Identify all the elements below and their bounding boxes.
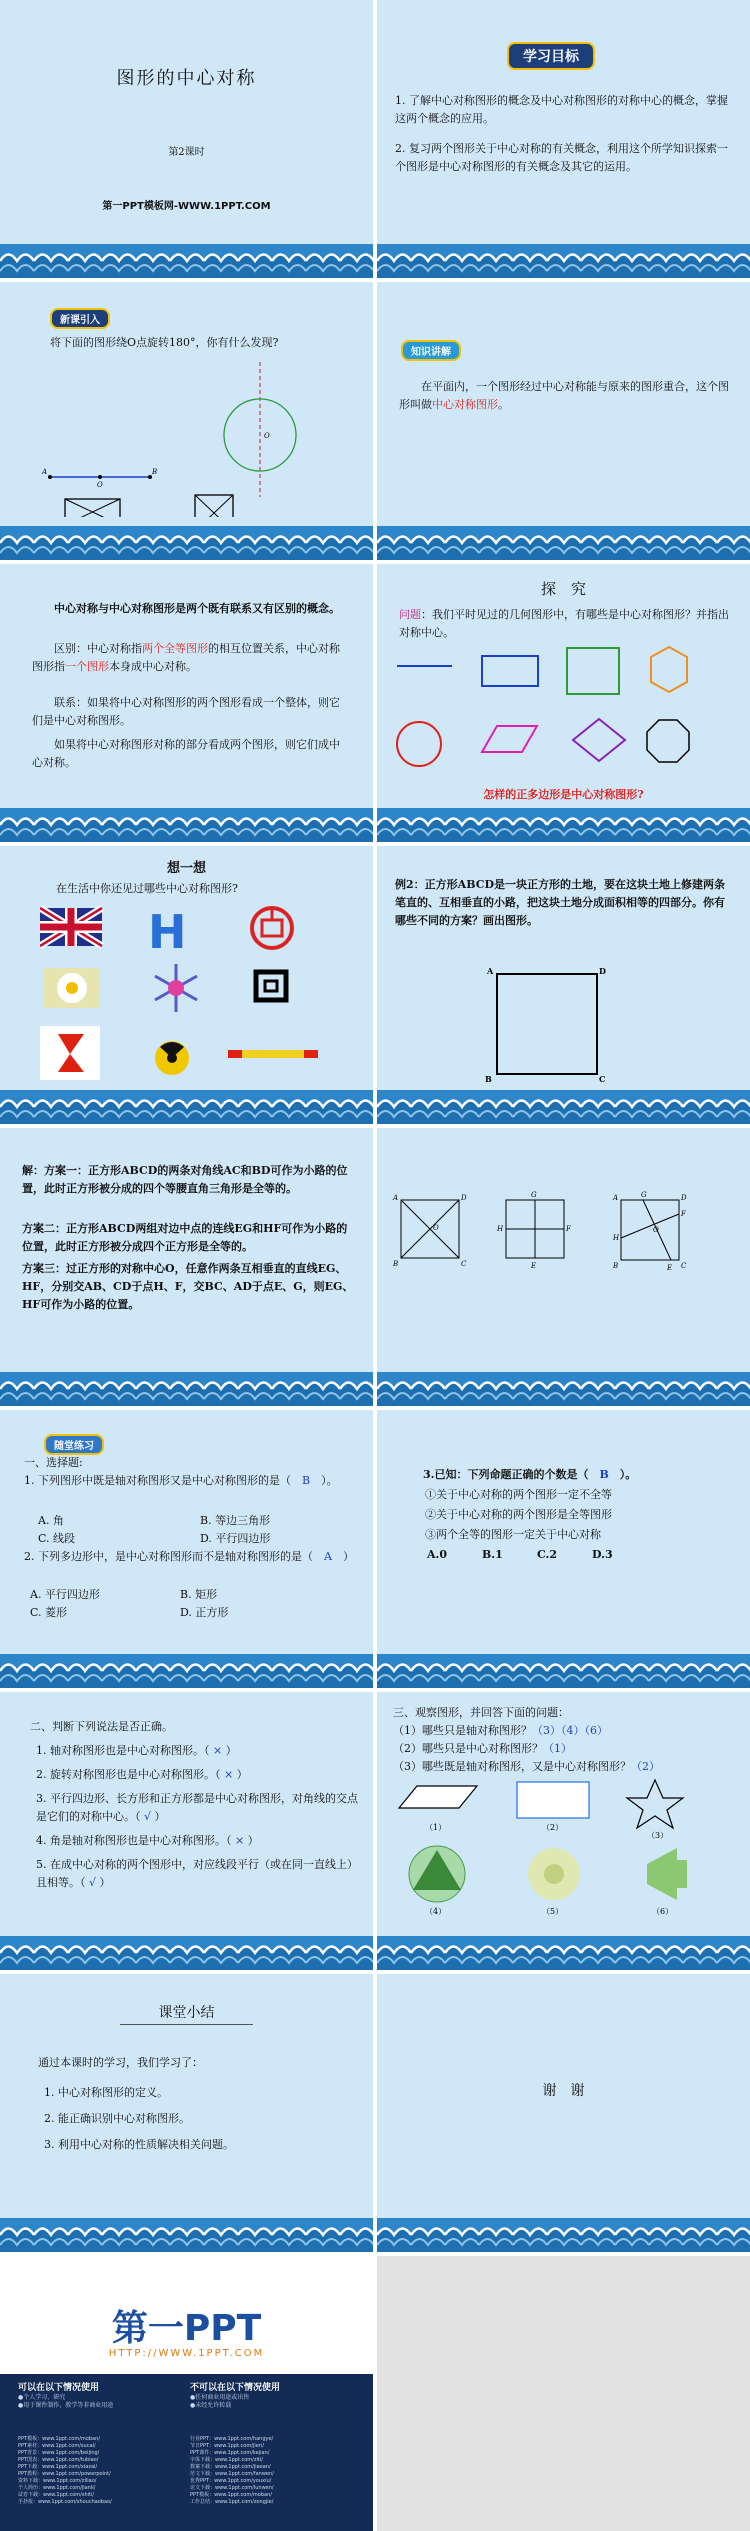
slide-title — [0, 0, 373, 278]
union-jack-icon — [40, 908, 102, 946]
judgement-5: 5. 在成中心对称的两个图形中，对应线段平行（或在同一直线上）且相等。（ √ ） — [36, 1858, 358, 1889]
flower-icon — [44, 968, 100, 1008]
slide-judgement — [0, 1692, 373, 1970]
wave-footer — [377, 1654, 750, 1688]
thanks-text: 谢 谢 — [542, 2083, 585, 2099]
slide-thanks — [377, 1974, 750, 2252]
svg-text:（4）: （4） — [425, 1907, 447, 1916]
exercise-heading: 一、选择题: — [24, 1456, 83, 1469]
usage-terms — [0, 2374, 373, 2531]
wave-footer — [377, 526, 750, 560]
svg-text:G: G — [641, 1191, 647, 1199]
brand-logo: 第一PPT — [111, 2308, 262, 2349]
solution-2: 方案二：正方形ABCD两组对边中点的连线EG和HF可作为小路的位置，此时正方形被分成四个正方形是全等的。 — [22, 1222, 348, 1253]
think-title: 想一想 — [166, 861, 206, 876]
q1-option-a: A. 角 — [38, 1514, 64, 1527]
intro-question: 将下面的图形绕O点旋转180°，你有什么发现? — [50, 336, 279, 349]
suzuki-logo-icon — [40, 1026, 100, 1080]
solution-diagrams — [391, 1188, 741, 1308]
option-d: D.3 — [592, 1548, 613, 1561]
concept-intro: 中心对称与中心对称图形是两个既有联系又有区别的概念。 — [54, 602, 340, 615]
svg-text:H: H — [613, 1234, 620, 1242]
slide-objectives — [377, 0, 750, 278]
question-3: 3.已知：下列命题正确的个数是（ B ）。 — [423, 1468, 637, 1481]
wave-footer — [377, 1372, 750, 1406]
knowledge-tag: 知识讲解 — [401, 340, 461, 361]
slide-explore — [377, 564, 750, 842]
svg-text:H: H — [148, 906, 187, 959]
definition-text: 在平面内，一个图形经过中心对称能与原来的图形重合，这个图形叫做中心对称图形。 — [399, 380, 729, 411]
svg-text:B: B — [393, 1260, 399, 1268]
summary-divider — [120, 2024, 253, 2025]
svg-text:（5）: （5） — [542, 1907, 564, 1916]
summary-item-1: 1. 中心对称图形的定义。 — [44, 2086, 168, 2099]
polygon-question: 怎样的正多边形是中心对称图形? — [483, 788, 644, 801]
example2-text: 例2：正方形ABCD是一块正方形的土地，要在这块土地上修建两条笔直的、互相垂直的小路，把这块土地分成面积相等的四部分。你有哪些不同的方案？画出图形。 — [395, 878, 725, 927]
svg-text:C: C — [599, 1074, 606, 1084]
svg-text:O: O — [264, 432, 270, 440]
slide-summary — [0, 1974, 373, 2252]
observe-shapes — [387, 1778, 747, 1938]
question-1: 1. 下列图形中既是轴对称图形又是中心对称图形的是（ B ）。 — [24, 1474, 338, 1487]
svg-text:（2）: （2） — [542, 1823, 564, 1832]
slide-solution — [0, 1128, 373, 1406]
observe-q2: （2）哪些只是中心对称图形？（1） — [393, 1742, 572, 1755]
question-2: 2. 下列多边形中，是中心对称图形而不是轴对称图形的是（ A ） — [24, 1550, 354, 1563]
wave-footer — [0, 1090, 373, 1124]
think-question: 在生活中你还见过哪些中心对称图形? — [56, 882, 238, 895]
brand-url[interactable]: HTTP://WWW.1PPT.COM — [108, 2348, 265, 2359]
wave-footer — [0, 808, 373, 842]
option-a: A.0 — [427, 1548, 448, 1561]
intro-figures — [20, 357, 360, 517]
wave-footer — [377, 2218, 750, 2252]
summary-item-2: 2. 能正确识别中心对称图形。 — [44, 2112, 190, 2125]
svg-text:E: E — [531, 1262, 537, 1270]
svg-text:A: A — [613, 1194, 619, 1202]
judgement-heading: 二、判断下列说法是否正确。 — [30, 1720, 173, 1733]
svg-text:F: F — [681, 1210, 686, 1218]
brand-panel — [0, 2256, 373, 2531]
q2-option-d: D. 正方形 — [180, 1606, 229, 1619]
connection-text: 联系：如果将中心对称图形的两个图形看成一个整体，则它们是中心对称图形。 — [32, 696, 340, 727]
objectives-tag: 学习目标 — [507, 42, 595, 70]
judgement-4: 4. 角是轴对称图形也是中心对称图形。（ × ） — [36, 1834, 259, 1847]
explore-title: 探 究 — [540, 580, 586, 598]
summary-intro: 通过本课时的学习，我们学习了： — [38, 2056, 203, 2069]
svg-text:（1）: （1） — [425, 1823, 447, 1832]
svg-text:B: B — [485, 1074, 492, 1084]
q1-option-d: D. 平行四边形 — [200, 1532, 271, 1545]
svg-text:F: F — [566, 1225, 571, 1233]
wave-footer — [377, 1936, 750, 1970]
wave-footer — [377, 244, 750, 278]
slide-solution-figures — [377, 1128, 750, 1406]
svg-text:C: C — [681, 1262, 687, 1270]
difference-text: 区别：中心对称指两个全等图形的相互位置关系，中心对称图形指一个图形本身成中心对称。 — [32, 642, 340, 673]
slide-think — [0, 846, 373, 1124]
q1-option-c: C. 线段 — [38, 1532, 76, 1545]
intro-tag: 新课引入 — [50, 308, 110, 329]
svg-text:A: A — [393, 1194, 399, 1202]
slide-knowledge — [377, 282, 750, 560]
judgement-2: 2. 旋转对称图形也是中心对称图形。（ × ） — [36, 1768, 248, 1781]
lesson-number: 第2课时 — [168, 147, 205, 158]
summary-item-3: 3. 利用中心对称的性质解决相关问题。 — [44, 2138, 234, 2151]
svg-text:C: C — [461, 1260, 467, 1268]
slide-example2 — [377, 846, 750, 1124]
observe-q3: （3）哪些既是轴对称图形，又是中心对称图形？（2） — [393, 1760, 660, 1773]
q2-option-a: A. 平行四边形 — [30, 1588, 100, 1601]
proposition-3: ③两个全等的图形一定关于中心对称 — [425, 1528, 601, 1541]
label-a: A — [42, 468, 48, 476]
svg-text:（6）: （6） — [652, 1907, 674, 1916]
svg-text:E: E — [667, 1264, 673, 1272]
wave-footer — [0, 1654, 373, 1688]
svg-text:B: B — [613, 1262, 619, 1270]
observe-q1: （1）哪些只是轴对称图形？（3）（4）（6） — [393, 1724, 608, 1737]
wave-footer — [377, 1090, 750, 1124]
slide-observe — [377, 1692, 750, 1970]
summary-title: 课堂小结 — [158, 2005, 215, 2021]
proposition-1: ①关于中心对称的两个图形一定不全等 — [425, 1488, 612, 1501]
svg-text:O: O — [653, 1226, 659, 1234]
bar-icon — [228, 1050, 318, 1058]
label-o: O — [97, 481, 103, 489]
shape-gallery — [387, 644, 747, 774]
judgement-1: 1. 轴对称图形也是中心对称图形。（ × ） — [36, 1744, 237, 1757]
observe-heading: 三、观察图形，并回答下面的问题： — [393, 1706, 569, 1719]
label-b: B — [152, 468, 158, 476]
allowed-heading: 可以在以下情况使用 — [18, 2383, 100, 2393]
judgement-3: 3. 平行四边形、长方形和正方形都是中心对称图形，对角线的交点是它们的对称中心。（ √ ） — [36, 1792, 358, 1823]
symbol-gallery — [40, 906, 340, 1086]
option-b: B.1 — [482, 1548, 503, 1561]
slide-intro — [0, 282, 373, 560]
letter-h-icon — [148, 906, 187, 959]
radiation-icon — [155, 1041, 189, 1075]
objective-2: 2. 复习两个图形关于中心对称的有关概念，利用这个所学知识探索一个图形是中心对称图形的有关概念及其它的运用。 — [395, 142, 728, 173]
square-pattern-icon — [256, 972, 286, 1000]
slide-difference — [0, 564, 373, 842]
wave-footer — [377, 808, 750, 842]
wave-footer — [0, 244, 373, 278]
svg-text:H: H — [497, 1225, 504, 1233]
objective-1: 1. 了解中心对称图形的概念及中心对称图形的对称中心的概念，掌握这两个概念的应用。 — [395, 94, 728, 125]
solution-3: 方案三：过正方形的对称中心O，任意作两条互相垂直的直线EG、HF，分别交AB、CD于点H、F，交BC、AD于点E、G，则EG、HF可作为小路的位置。 — [22, 1262, 354, 1311]
wave-footer — [0, 1372, 373, 1406]
slide-title-heading: 图形的中心对称 — [116, 68, 257, 89]
svg-text:A: A — [487, 966, 494, 976]
wave-footer — [0, 2218, 373, 2252]
q1-option-b: B. 等边三角形 — [200, 1514, 271, 1527]
proposition-2: ②关于中心对称的两个图形是全等图形 — [425, 1508, 612, 1521]
resource-links-left[interactable]: PPT模板：www.1ppt.com/moban/ PPT素材：www.1ppt.com/sucai/ PPT背景：www.1ppt.com/beijing/ PPT图表：www.1ppt.com/tubiao/ PPT下载：www.1ppt.com/xiazai/ PPT教程：www.1ppt.com/powerpoint/ 资料下载：www.1ppt.com/ziliao/ 个人简历：www.1ppt.com/jianli/ 试卷下载：www.1ppt.com/shiti/ 手抄报：www.1ppt.com/shouchaobao/ — [18, 2436, 112, 2505]
q2-option-b: B. 矩形 — [180, 1588, 218, 1601]
resource-links-right[interactable]: 行业PPT：www.1ppt.com/hangye/ 节日PPT：www.1ppt.com/jieri/ PPT课件：www.1ppt.com/kejian/ 字体下载：www.1ppt.com/ziti/ 教案下载：www.1ppt.com/jiaoan/ 范文下载：www.1ppt.com/fanwen/ 优秀PPT：www.1ppt.com/youxiu/ 论文下载：www.1ppt.com/lunwen/ PPT模板：www.1ppt.com/moban/ 工作总结：www.1ppt.com/zongjie/ — [190, 2436, 274, 2505]
svg-text:D: D — [461, 1194, 467, 1202]
svg-text:G: G — [531, 1191, 537, 1199]
svg-text:D: D — [681, 1194, 687, 1202]
snowflake-icon — [155, 964, 197, 1012]
svg-text:O: O — [433, 1224, 439, 1232]
slide-exercise-1 — [0, 1410, 373, 1688]
forbidden-heading: 不可以在以下情况使用 — [190, 2383, 281, 2393]
svg-text:D: D — [599, 966, 606, 976]
square-abcd — [477, 966, 637, 1086]
solution-1: 解：方案一：正方形ABCD的两条对角线AC和BD可作为小路的位置，此时正方形被分成的四个等腰直角三角形是全等的。 — [22, 1164, 348, 1195]
q2-option-c: C. 菱形 — [30, 1606, 68, 1619]
exercise-tag: 随堂练习 — [44, 1434, 104, 1455]
svg-text:（3）: （3） — [647, 1831, 669, 1840]
empty-area — [377, 2256, 750, 2531]
forbidden-text: ●任何商业用途或出售 ●未经允许转载 — [190, 2394, 250, 2409]
relation-text: 如果将中心对称图形对称的部分看成两个图形，则它们成中心对称。 — [32, 738, 340, 769]
slide-exercise-2 — [377, 1410, 750, 1688]
brand-text: 第一PPT模板网-WWW.1PPT.COM — [102, 201, 271, 212]
explore-question: 问题：我们平时见过的几何图形中，有哪些是中心对称图形？并指出对称中心。 — [399, 608, 729, 639]
option-c: C.2 — [537, 1548, 558, 1561]
wave-footer — [0, 526, 373, 560]
round-logo-icon — [252, 908, 292, 948]
allowed-text: ●个人学习、研究 ●用于课件制作、教学等非商业用途 — [18, 2394, 114, 2409]
wave-footer — [0, 1936, 373, 1970]
